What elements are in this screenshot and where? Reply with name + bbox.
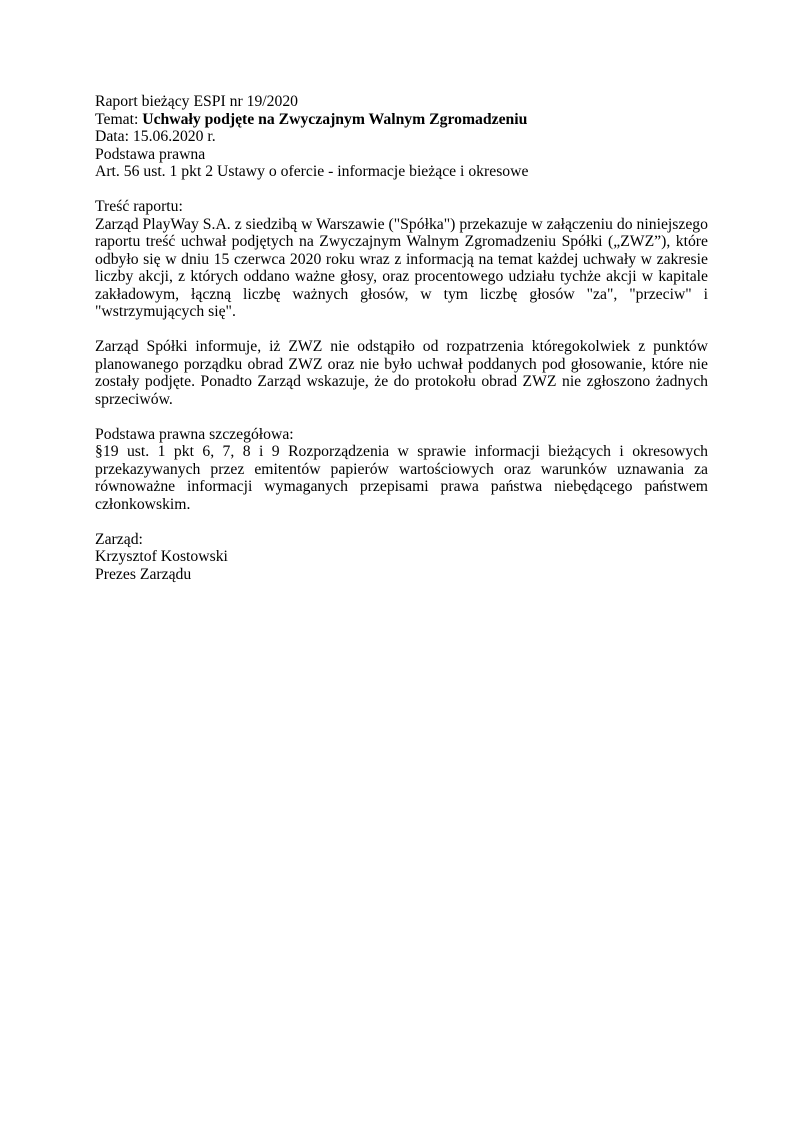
subject-label: Temat: [95,110,143,128]
legal-basis-label: Podstawa prawna [95,145,206,163]
report-paragraph-2: Zarząd Spółki informuje, iż ZWZ nie odstąpiło od rozpatrzenia któregokolwiek z punktów planowanego porządku obrad ZWZ oraz nie było uchwał poddanych pod głosowanie, które nie zostały podjęte. Ponadto Zarząd wskazuje, że do protokołu obrad ZWZ nie zgłoszono żadnych sprzeciwów. [95,338,708,408]
legal-basis-block [95,146,708,181]
signatory-title: Prezes Zarządu [95,565,192,583]
report-paragraph-1: Zarząd PlayWay S.A. z siedzibą w Warszawie ("Spółka") przekazuje w załączeniu do niniejszego raportu treść uchwał podjętych na Zwyczajnym Walnym Zgromadzeniu Spółki („ZWZ”), które odbyło się w dniu 15 czerwca 2020 roku wraz z informacją na temat każdej uchwały w zakresie liczby akcji, z których oddano ważne głosy, oraz procentowego udziału tychże akcji w kapitale zakładowym, łączną liczbę ważnych głosów, w tym liczbę głosów "za", "przeciw" i "wstrzymujących się". [95,215,708,320]
detailed-legal-basis-text: §19 ust. 1 pkt 6, 7, 8 i 9 Rozporządzenia w sprawie informacji bieżących i okresowych przekazywanych przez emitentów papierów wartościowych oraz warunków uznawania za równoważne informacji wymaganych przepisami prawa państwa niebędącego państwem członkowskim. [95,443,708,513]
legal-basis-text: Art. 56 ust. 1 pkt 2 Ustawy o ofercie - informacje bieżące i okresowe [95,163,529,180]
subject-line [95,111,708,129]
signature-label: Zarząd: [95,530,143,548]
report-content-label: Treść raportu: [95,198,183,215]
report-number-line: Raport bieżący ESPI nr 19/2020 [95,93,299,110]
detailed-legal-basis-block [95,426,708,514]
signature-block [95,548,708,583]
date-line: Data: 15.06.2020 r. [95,128,216,145]
signatory-name: Krzysztof Kostowski [95,548,228,565]
subject-text: Uchwały podjęte na Zwyczajnym Walnym Zgromadzeniu [142,110,528,128]
detailed-legal-basis-label: Podstawa prawna szczegółowa: [95,425,294,443]
report-body [95,93,708,583]
